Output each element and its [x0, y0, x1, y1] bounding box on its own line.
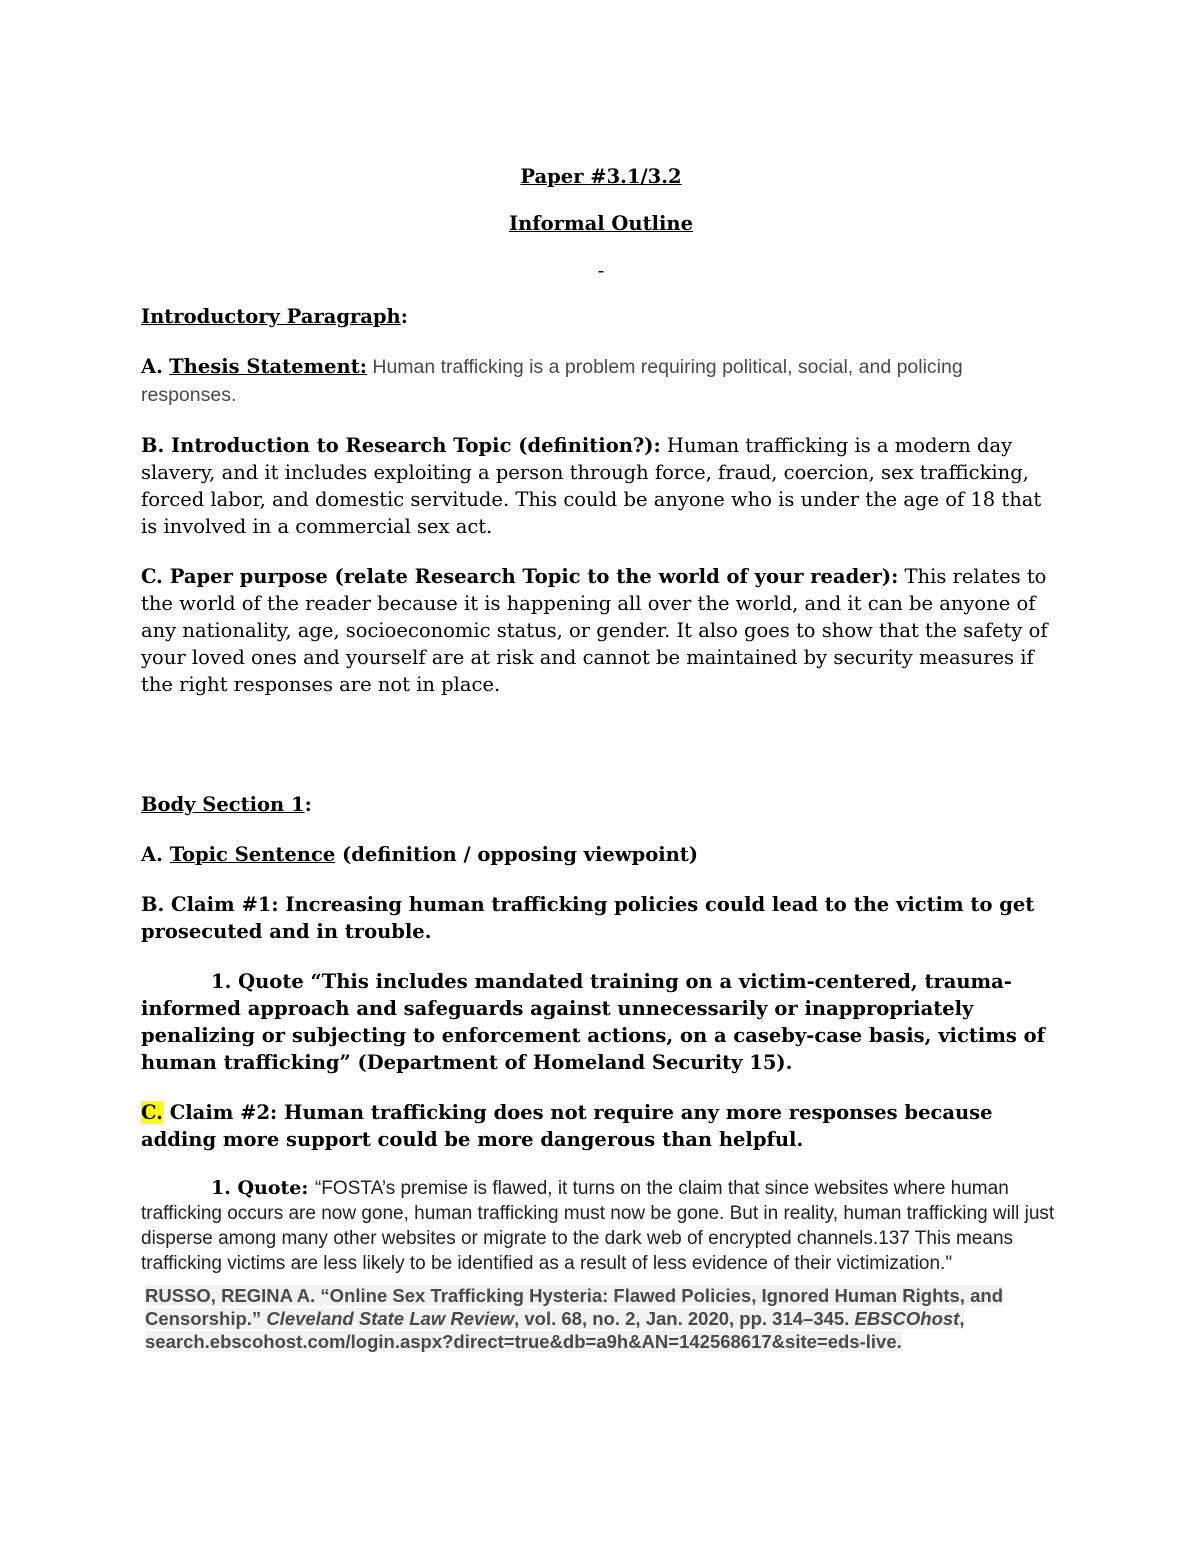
- intro-research-topic: [141, 432, 1061, 540]
- citation-part1: RUSSO, REGINA A. “Online Sex Trafficking Hysteria: Flawed Policies, Ignored Human Rights, and Censorship.”: [145, 1285, 1004, 1329]
- thesis-title: Thesis Statement:: [169, 355, 367, 378]
- document-page: [141, 163, 1061, 1353]
- body1-a-title: Topic Sentence: [169, 843, 336, 866]
- document-subtitle: Informal Outline: [508, 212, 693, 235]
- citation-part3: , search.ebscohost.com/login.aspx?direct=true&db=a9h&AN=142568617&site=eds-live.: [145, 1308, 965, 1352]
- intro-heading: [141, 303, 1061, 330]
- quote2-lead: 1. Quote:: [211, 1177, 315, 1199]
- dash-separator: -: [597, 259, 605, 282]
- paper-purpose: [141, 563, 1061, 698]
- topic-sentence: [141, 841, 1061, 868]
- claim-2-highlighted-label: C.: [141, 1101, 163, 1124]
- quote1-lead: 1. Quote: [211, 970, 311, 993]
- intro-b-label: B. Introduction to Research Topic (definition?):: [141, 434, 661, 457]
- body1-heading-text: Body Section 1: [141, 793, 305, 816]
- citation-journal: Cleveland State Law Review: [266, 1308, 515, 1329]
- quote2-text: “FOSTA’s premise is flawed, it turns on the claim that since websites where human trafficking occurs are now gone, human trafficking must now be gone. But in reality, human trafficking will just disperse among many other websites or migrate to the dark web of encrypted channels.137 This means trafficking victims are less likely to be identified as a result of less evidence of their victimization.": [141, 1178, 1055, 1274]
- body1-heading-colon: :: [304, 793, 312, 816]
- section-gap: [141, 721, 1061, 791]
- body1-heading: [141, 791, 1061, 818]
- thesis-text: Human trafficking is a problem requiring political, social, and policing responses.: [141, 356, 963, 406]
- thesis-statement: [141, 353, 1061, 409]
- intro-c-text: This relates to the world of the reader because it is happening all over the world, and it can be anyone of any nationality, age, socioeconomic status, or gender. It also goes to show that the safety of your loved ones and yourself are at risk and cannot be maintained by security measures if the right responses are not in place.: [141, 565, 1048, 696]
- document-title: Paper #3.1/3.2: [520, 165, 682, 188]
- intro-heading-text: Introductory Paragraph: [141, 305, 401, 328]
- claim-2-quote: [141, 1176, 1061, 1276]
- thesis-label: A.: [141, 355, 163, 378]
- claim-2: [141, 1099, 1061, 1153]
- intro-c-label: C. Paper purpose (relate Research Topic to the world of your reader):: [141, 565, 899, 588]
- quote1-text: “This includes mandated training on a victim-centered, trauma-informed approach and safeguards against unnecessarily or inappropriately penalizing or subjecting to enforcement actions, on a caseby-case basis, victims of human trafficking” (Department of Homeland Security 15).: [141, 970, 1046, 1074]
- body1-a-text: (definition / opposing viewpoint): [335, 843, 699, 866]
- claim-2-text: Claim #2: Human trafficking does not require any more responses because adding more support could be more dangerous than helpful.: [141, 1101, 993, 1151]
- citation-database: EBSCOhost: [854, 1308, 960, 1329]
- works-cited-entry: [141, 1284, 1061, 1353]
- citation-bg: [145, 1285, 1003, 1352]
- body1-a-label: A.: [141, 843, 170, 866]
- claim-1-quote: [141, 968, 1061, 1076]
- intro-heading-colon: :: [400, 305, 408, 328]
- intro-b-text: Human trafficking is a modern day slavery, and it includes exploiting a person through force, fraud, coercion, sex trafficking, forced labor, and domestic servitude. This could be anyone who is under the age of 18 that is involved in a commercial sex act.: [141, 434, 1042, 538]
- claim-1: B. Claim #1: Increasing human trafficking policies could lead to the victim to get prosecuted and in trouble.: [141, 893, 1035, 943]
- citation-part2: , vol. 68, no. 2, Jan. 2020, pp. 314–345.: [514, 1308, 855, 1329]
